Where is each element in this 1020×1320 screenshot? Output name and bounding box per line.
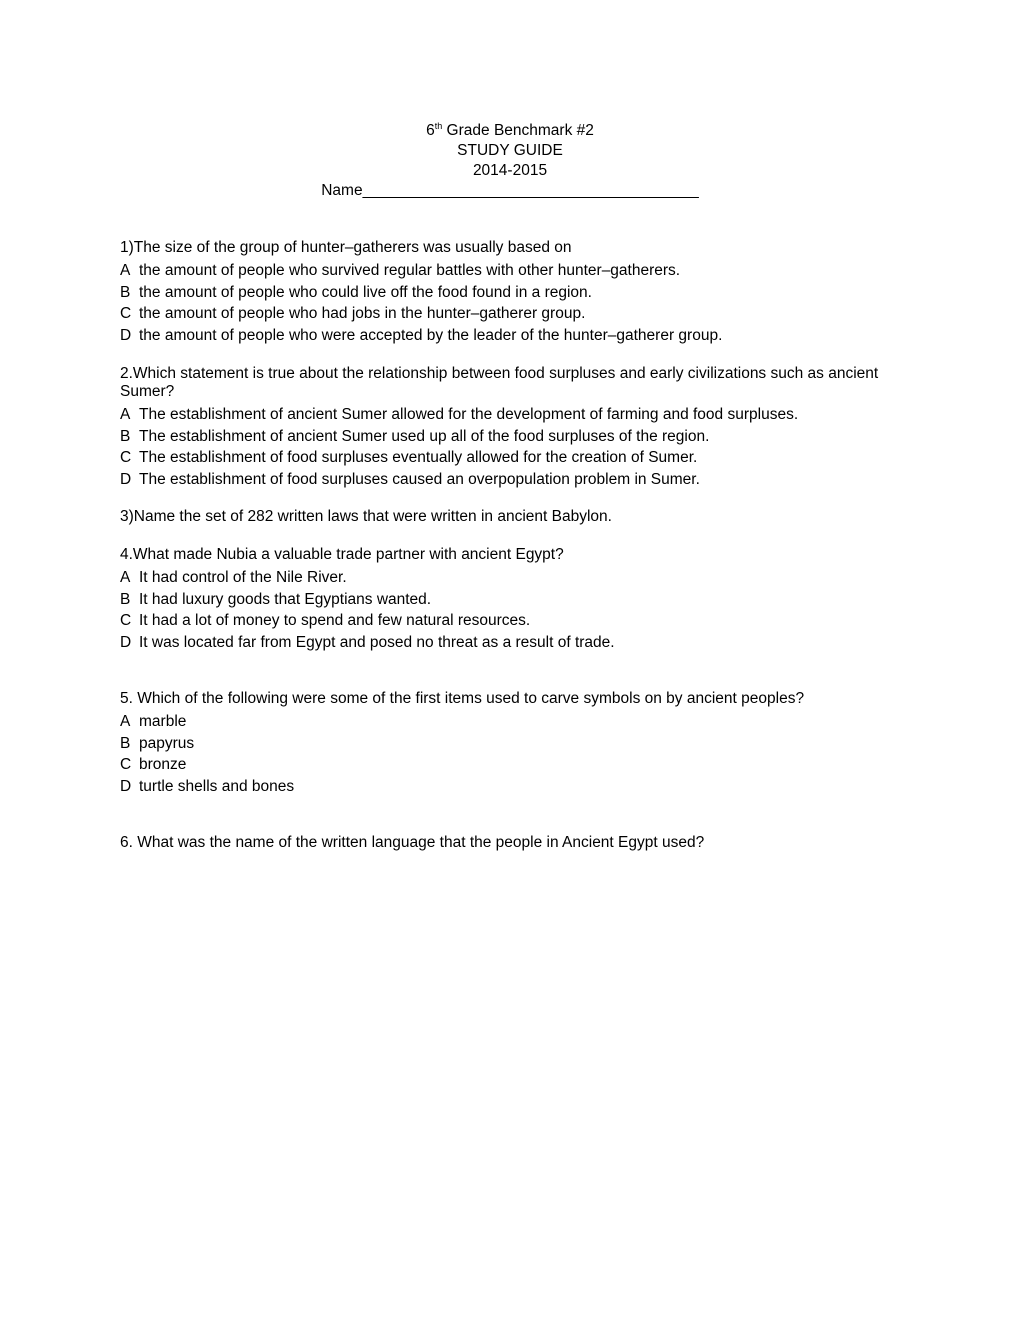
answer-option (120, 754, 900, 776)
question-stem: 1)The size of the group of hunter–gatherers was usually based on (120, 239, 572, 256)
question-3 (120, 508, 900, 529)
option-text: marble (139, 713, 187, 730)
option-text: the amount of people who survived regular battles with other hunter–gatherers. (139, 262, 681, 279)
option-text: The establishment of food surpluses caused an overpopulation problem in Sumer. (139, 470, 700, 488)
option-text: It had luxury goods that Egyptians wanted. (139, 590, 432, 608)
document-subtitle: STUDY GUIDE (457, 142, 563, 159)
answer-option (120, 776, 900, 798)
question-4 (120, 546, 900, 653)
option-text: It had control of the Nile River. (139, 569, 347, 586)
question-stem: 6. What was the name of the written language that the people in Ancient Egypt used? (120, 834, 705, 851)
question-2 (120, 365, 900, 490)
question-stem: 5. Which of the following were some of the first items used to carve symbols on by ancient peoples? (120, 690, 805, 707)
option-letter: C (120, 756, 132, 774)
answer-option (120, 325, 900, 347)
document-header (0, 121, 1020, 201)
title-number: 6 (426, 122, 435, 139)
name-label: Name (321, 182, 363, 199)
answer-option (120, 733, 900, 755)
option-text: The establishment of food surpluses eventually allowed for the creation of Sumer. (139, 449, 698, 467)
school-year: 2014-2015 (472, 162, 548, 179)
answer-option (120, 447, 900, 469)
answer-option (120, 469, 900, 491)
title-ordinal-suffix: th (434, 121, 443, 131)
answer-option (120, 282, 900, 304)
option-letter: D (120, 470, 132, 488)
option-text: the amount of people who were accepted by the leader of the hunter–gatherer group. (139, 326, 723, 344)
option-text: It was located far from Egypt and posed no threat as a result of trade. (139, 633, 615, 651)
option-letter: C (120, 305, 132, 323)
answer-options (120, 260, 900, 346)
name-field (0, 181, 1020, 201)
question-stem: 2.Which statement is true about the relationship between food surpluses and early civilizations such as ancient Sumer? (120, 365, 879, 400)
answer-options (120, 567, 900, 653)
title-text: Grade Benchmark #2 (442, 122, 594, 139)
option-letter: B (120, 283, 131, 301)
option-text: the amount of people who had jobs in the hunter–gatherer group. (139, 305, 586, 323)
option-letter: A (120, 569, 131, 586)
option-letter: B (120, 590, 131, 608)
option-text: the amount of people who could live off the food found in a region. (139, 283, 592, 301)
question-5 (120, 690, 900, 797)
option-letter: B (120, 734, 131, 752)
option-text: papyrus (139, 734, 195, 752)
question-6 (120, 834, 900, 855)
option-letter: A (120, 406, 131, 423)
option-letter: D (120, 777, 132, 795)
answer-option (120, 610, 900, 632)
option-letter: A (120, 713, 131, 730)
answer-options (120, 404, 900, 490)
option-letter: A (120, 262, 131, 279)
option-letter: D (120, 326, 132, 344)
option-letter: B (120, 427, 131, 445)
question-stem: 4.What made Nubia a valuable trade partner with ancient Egypt? (120, 546, 564, 563)
option-text: The establishment of ancient Sumer used up all of the food surpluses of the region. (139, 427, 710, 445)
option-letter: C (120, 449, 132, 467)
answer-options (120, 711, 900, 797)
option-text: bronze (139, 756, 187, 774)
question-stem: 3)Name the set of 282 written laws that were written in ancient Babylon. (120, 508, 612, 525)
answer-option (120, 567, 900, 589)
option-text: The establishment of ancient Sumer allowed for the development of farming and food surpluses. (139, 406, 799, 423)
answer-option (120, 260, 900, 282)
document-title (0, 121, 1020, 141)
option-text: turtle shells and bones (139, 777, 295, 795)
answer-option (120, 632, 900, 654)
answer-option (120, 711, 900, 733)
answer-option (120, 426, 900, 448)
answer-option (120, 404, 900, 426)
option-letter: D (120, 633, 132, 651)
question-1 (120, 239, 900, 346)
answer-option (120, 303, 900, 325)
name-blank-line: _______________________________________ (362, 182, 699, 199)
option-letter: C (120, 612, 132, 630)
option-text: It had a lot of money to spend and few natural resources. (139, 612, 531, 630)
answer-option (120, 589, 900, 611)
